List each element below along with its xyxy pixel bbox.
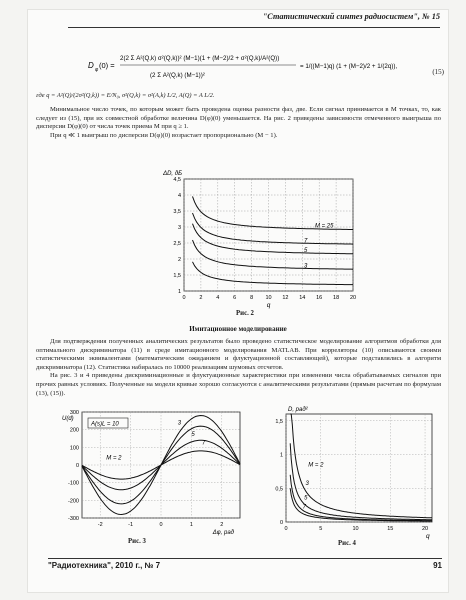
x-tick-label: 20 xyxy=(349,295,357,301)
y-tick-label: 300 xyxy=(69,410,79,416)
curve-label: 7 xyxy=(202,440,206,447)
plot-frame xyxy=(184,179,353,291)
x-tick-label: 2 xyxy=(199,295,203,301)
curve-label: 5 xyxy=(304,495,308,502)
y-tick-label: 3,5 xyxy=(173,209,181,215)
x-tick-label: -2 xyxy=(97,522,103,528)
journal-page xyxy=(28,10,448,592)
curve-label: 3 xyxy=(305,480,309,487)
formula-definitions: где q = A²(Q)/(2σ²(Q,k)) = E/N₀, σ²(Q,k) = σ²(A,k) L/2, A(Q) = A L/2. xyxy=(36,92,215,99)
x-tick-label: 10 xyxy=(352,526,359,532)
y-tick-label: -300 xyxy=(67,516,79,522)
formula-15 xyxy=(88,42,444,90)
x-tick-label: 0 xyxy=(284,526,288,532)
series-curve xyxy=(193,240,354,269)
x-tick-label: 15 xyxy=(387,526,394,532)
x-tick-label: 0 xyxy=(182,295,186,301)
series-curve xyxy=(290,488,432,521)
formula-number: (15) xyxy=(432,68,444,76)
y-tick-label: -100 xyxy=(67,480,79,487)
y-axis-label: U(d) xyxy=(62,416,74,422)
series-curve xyxy=(290,443,432,520)
svg-text:(0) =: (0) = xyxy=(99,61,115,70)
y-axis-label: D, рад² xyxy=(288,407,308,413)
formula-rhs: = 1/((M−1)q) (1 + (M−2)/2 + 1/(2q)), xyxy=(300,63,398,70)
x-tick-label: 10 xyxy=(265,295,272,301)
y-tick-label: 1 xyxy=(279,452,283,459)
curve-label: M = 25 xyxy=(314,223,334,230)
figure-2-caption: Рис. 2 xyxy=(236,310,254,317)
section-title: Имитационное моделирование xyxy=(189,325,287,333)
x-tick-label: 14 xyxy=(299,295,306,301)
y-tick-label: 3 xyxy=(177,225,181,231)
curve-label: 3 xyxy=(303,263,308,270)
y-tick-label: 100 xyxy=(69,445,79,452)
paragraph-1 xyxy=(36,106,441,140)
y-tick-label: 4,5 xyxy=(173,177,181,183)
y-tick-label: 0 xyxy=(279,520,283,526)
paragraph-1-text: Минимальное число точек, по которым может быть проведена оценка разности фаз, две. Если сигнал принимается в M точках, то, как следует из (15), при их совместной обработке величина D(φ)(0) уменьшается. На рис. 2 приведены зависимости отмеченного выигрыша по дисперсии D(φ)(0) от числа точек приема M при q ≥ 1. xyxy=(36,106,441,131)
x-tick-label: 8 xyxy=(250,295,254,301)
page-number: 91 xyxy=(433,561,442,570)
y-tick-label: 1,5 xyxy=(275,418,283,425)
y-tick-label: 1 xyxy=(177,289,181,295)
paragraph-2-text-2: На рис. 3 и 4 приведены дискриминационные и флуктуационные характеристики при изменении числа обрабатываемых сигналов при прочих равных условиях. Полученные на модели кривые хорошо согласуются с аналитическими результатами (прямым расчетам по формулам (13), (15)). xyxy=(36,372,441,397)
curve-label: M = 2 xyxy=(308,462,324,469)
legend-text: A(s)L = 10 xyxy=(91,421,119,428)
x-tick-label: 6 xyxy=(233,295,237,301)
series-curve xyxy=(193,262,354,285)
y-tick-label: 2,5 xyxy=(173,241,181,247)
x-tick-label: 20 xyxy=(421,526,429,532)
y-tick-label: 1,5 xyxy=(173,273,181,279)
curve-label: M = 2 xyxy=(106,455,122,462)
x-tick-label: 1 xyxy=(189,522,193,528)
running-header: "Статистический синтез радиосистем", № 15 xyxy=(68,12,440,28)
footer-journal: "Радиотехника", 2010 г., № 7 xyxy=(48,561,161,570)
y-tick-label: 4 xyxy=(177,193,181,199)
x-tick-label: -1 xyxy=(128,522,134,528)
x-tick-label: 4 xyxy=(216,295,220,301)
formula-numerator: 2(2 Σ A²(Q,k) σ²(Q,k))² (M−1)(1 + (M−2)/2 + σ²(Q,k)/A²(Q)) xyxy=(120,55,280,62)
y-tick-label: 2 xyxy=(177,257,181,263)
svg-text:D: D xyxy=(88,61,94,70)
curve-label: 7 xyxy=(303,238,308,245)
paragraph-2-text: Для подтверждения полученных аналитических результатов было проведено статистическое моделирование алгоритмов обработки для оптимального дискриминатора (11) в среде имитационного моделирования MATLAB. При корреляторы (10) описываются своими статистическими эквивалентами (математическим ожиданием и флуктуационной составляющей), которые подставлялись в алгоритм дискриминатора (12). Статистика набиралась по 10000 реализациям шумовых отсчетов. xyxy=(36,338,441,371)
x-tick-label: 0 xyxy=(159,522,163,528)
x-tick-label: 16 xyxy=(316,295,323,301)
y-axis-label: ΔD, дБ xyxy=(163,171,182,177)
x-tick-label: 18 xyxy=(333,295,340,301)
curve-label: 5 xyxy=(303,247,308,254)
curve-label: 5 xyxy=(191,431,195,438)
figure-3-caption: Рис. 3 xyxy=(128,538,146,545)
figure-4-chart xyxy=(260,402,440,542)
y-tick-label: 200 xyxy=(69,427,79,434)
x-tick-label: 2 xyxy=(220,522,224,528)
figure-4-caption: Рис. 4 xyxy=(338,540,356,547)
x-tick-label: 5 xyxy=(319,526,323,532)
paragraph-2 xyxy=(36,338,441,398)
formula-denominator: (2 Σ A²(Q,k) (M−1))² xyxy=(150,72,205,79)
x-tick-label: 12 xyxy=(282,295,289,301)
y-tick-label: 0 xyxy=(75,463,79,469)
paragraph-1-text-2: При q ≪ 1 выигрыш по дисперсии D(φ)(0) возрастает пропорционально (M − 1). xyxy=(50,131,278,139)
y-tick-label: 0,5 xyxy=(275,486,283,493)
y-tick-label: -200 xyxy=(67,498,79,505)
curve-label: 3 xyxy=(177,420,182,427)
x-axis-label: q xyxy=(426,533,430,540)
x-axis-label: q xyxy=(266,302,271,309)
curve-label: 7 xyxy=(302,504,307,511)
page-footer xyxy=(48,558,442,570)
svg-text:φ: φ xyxy=(95,67,99,73)
figure-2-chart xyxy=(148,165,368,310)
figure-3-chart xyxy=(52,402,252,537)
x-axis-label: Δφ, рад xyxy=(212,530,234,536)
